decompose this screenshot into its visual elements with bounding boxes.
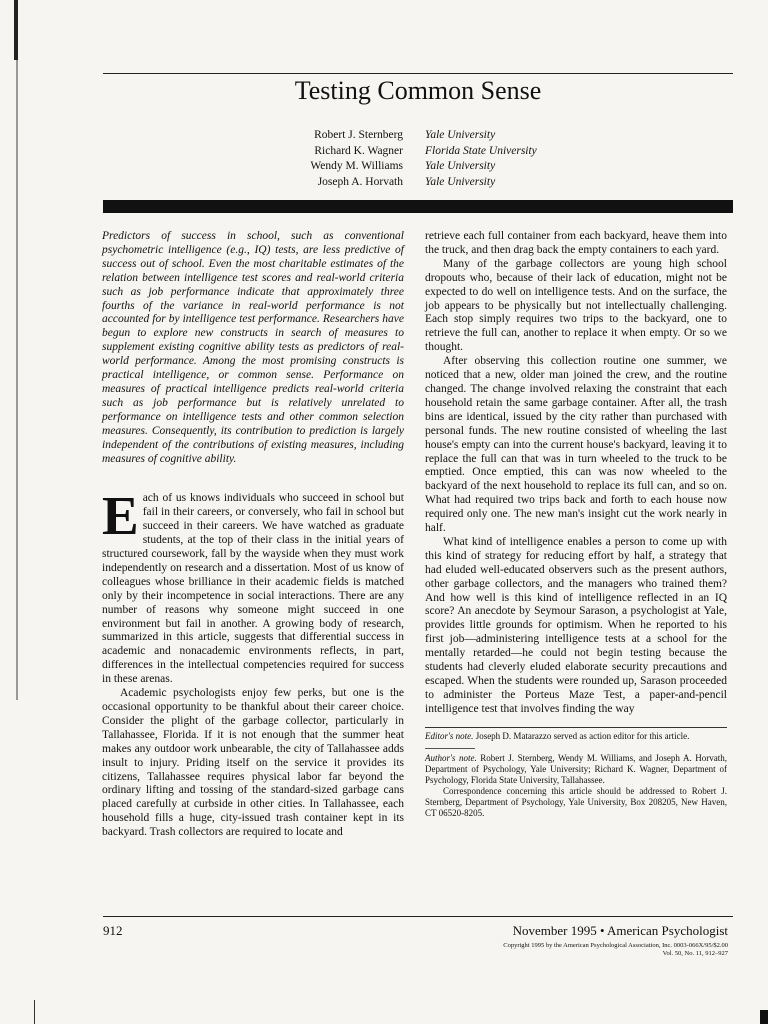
left-column <box>102 230 404 840</box>
scan-edge-line <box>16 60 18 700</box>
copyright-line: Copyright 1995 by the American Psychological Association, Inc. 0003-066X/95/$2.00 <box>503 942 728 949</box>
abstract: Predictors of success in school, such as conventional psychometric intelligence (e.g., IQ) tests, are less predictive of success out of school. Even the most charitable estimates of the relation between intelligence test scores and real-world criteria such as job performance indicate that approximately three fourths of the variance in real-world performance is not accounted for by intelligence test performance. Researchers have begun to explore new constructs in search of measures to supplement existing cognitive ability tests as predictors of real-world performance. Among the most promising constructs is practical intelligence, or common sense. Performance on measures of practical intelligence predicts real-world criteria such as job performance but is relatively unrelated to performance on intelligence tests and other common selection measures. Consequently, its contribution to prediction is largely independent of the contributions of existing measures, including measures of cognitive ability. <box>102 230 404 465</box>
correspondence-note: Correspondence concerning this article should be addressed to Robert J. Sternberg, Department of Psychology, Yale University, Box 208205, New Haven, CT 06520-8205. <box>425 785 727 818</box>
author-affiliation: Yale University <box>425 160 496 172</box>
editors-note-text: Joseph D. Matarazzo served as action editor for this article. <box>475 730 690 741</box>
author-affiliation: Yale University <box>425 175 496 188</box>
author-row <box>240 128 570 144</box>
author-list <box>240 128 570 190</box>
authors-note-text: Robert J. Sternberg, Wendy M. Williams, and Joseph A. Horvath, Department of Psychology, Yale University; Richard K. Wagner, Department of Psychology, Florida State University, Tallahassee. <box>425 752 727 785</box>
copyright-block <box>503 942 728 957</box>
author-row <box>240 144 570 160</box>
body-paragraph: After observing this collection routine one summer, we noticed that a new, older man joined the crew, and the routine changed. The change involved relaxing the constraint that each household retain the same garbage container. After all, the trash bins are identical, issued by the city rather than purchased with personal funds. The new routine consisted of wheeling the last house's empty can into the current house's backyard, leaving it to replace the full can that was in turn wheeled to the truck to be emptied. Once emptied, this can was now wheeled to the backyard of the next household to replace its full can, and so on. What had required two trips back and forth to each house now required only one. The new man's insight cut the work nearly in half. <box>425 355 727 535</box>
body-paragraph: Academic psychologists enjoy few perks, but one is the occasional opportunity to be thankful about their career choice. Consider the plight of the garbage collector, particularly in Tallahassee, Florida. If it is not enough that the summer heat makes any outdoor work unbearable, the city of Tallahassee adds insult to injury. Priding itself on the service it provides its citizens, Tallahassee requires physical labor far beyond the ordinary lifting and tossing of the standard-sized garbage cans placed carefully at curbside in other cities. In Tallahassee, each household fills a huge, city-issued trash container kept in its backyard. Trash collectors are required to locate and <box>102 687 404 839</box>
volume-line: Vol. 50, No. 11, 912–927 <box>662 949 728 957</box>
body-paragraph-text: ach of us knows individuals who succeed in school but fail in their careers, or conversely, who fail in school but succeed in their careers. We have watched as graduate students, at the top of their class in the initial years of structured coursework, fall by the wayside when they must work independently on research and a dissertation. Most of us know of colleagues whose brilliance in their academic fields is matched only by their incompetence in social interactions. There are any number of reasons why someone might succeed in one environment but fail in another. A growing body of research, summarized in this article, suggests that differential success in academic and nonacademic environments reflects, in part, differences in the intellectual competencies required for success in these arenas. <box>102 492 404 686</box>
author-affiliation: Yale University <box>425 129 496 141</box>
right-column <box>425 230 727 819</box>
author-name: Richard K. Wagner <box>314 144 403 157</box>
author-row <box>240 159 570 175</box>
body-paragraph <box>102 485 404 687</box>
body-paragraph: Many of the garbage collectors are young high school dropouts who, because of their lack of education, might not be expected to do well on intelligence tests. And on the surface, the job appears to be physically but not intellectually challenging. Each stop simply requires two trips to the backyard, one to retrieve the full can, another to replace it when empty. Or so we thought. <box>425 257 727 354</box>
body-paragraph: What kind of intelligence enables a person to come up with this kind of strategy for reducing effort by half, a strategy that had eluded well-educated observers such as the present authors, other garbage collectors, and the managers who trained them? And how well is this kind of intelligence reflected in an IQ score? An anecdote by Seymour Sarason, a psychologist at Yale, provides little grounds for optimism. When he reported to his first job—administering intelligence tests at a school for the mentally retarded—he could not begin testing because the students had cleverly eluded elaborate security precautions and escaped. When the students were rounded up, Sarason proceeded to administer the Porteus Maze Test, a paper-and-pencil intelligence test that involves finding the way <box>425 535 727 715</box>
scan-corner-mark <box>760 1010 768 1024</box>
authors-note <box>425 753 727 786</box>
footnote-divider <box>425 748 475 749</box>
footer-rule <box>103 916 733 917</box>
author-name: Wendy M. Williams <box>310 160 403 172</box>
journal-issue: November 1995 • American Psychologist <box>512 923 728 938</box>
footnotes <box>425 727 727 819</box>
editors-note-label: Editor's note. <box>425 730 474 741</box>
scan-tick-mark <box>34 1000 35 1024</box>
page-number: 912 <box>103 923 123 938</box>
author-row <box>240 175 570 191</box>
author-name: Joseph A. Horvath <box>317 175 403 188</box>
author-affiliation: Florida State University <box>425 144 537 157</box>
header-divider <box>103 200 733 213</box>
drop-cap: E <box>102 485 139 547</box>
scan-edge-mark <box>14 0 18 60</box>
author-name: Robert J. Sternberg <box>314 129 403 141</box>
editors-note <box>425 731 727 742</box>
body-paragraph: retrieve each full container from each backyard, heave them into the truck, and then drag back the empty containers to each yard. <box>425 230 727 256</box>
article-title: Testing Common Sense <box>294 76 542 105</box>
authors-note-label: Author's note. <box>425 752 477 763</box>
